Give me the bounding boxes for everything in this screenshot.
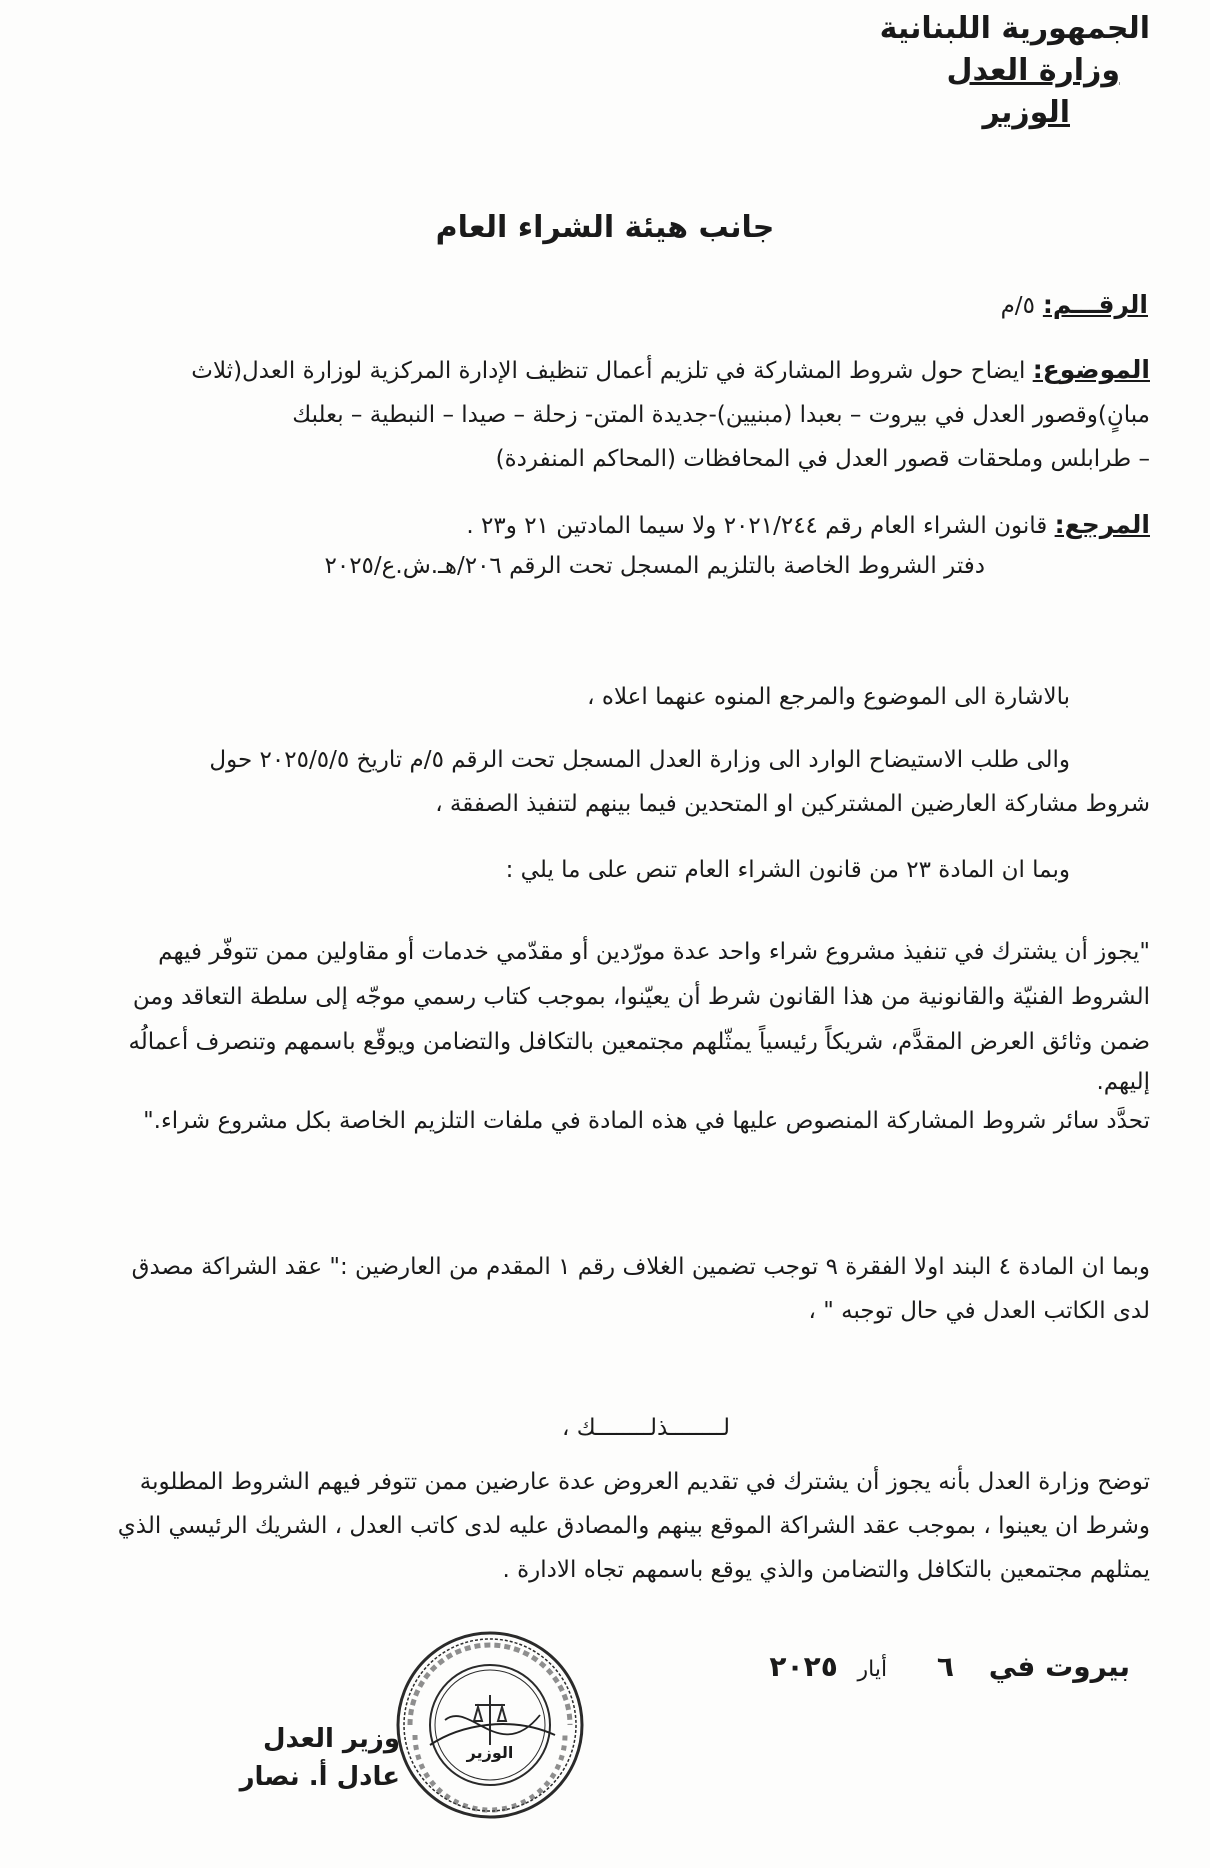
request-paragraph bbox=[50, 738, 1150, 826]
republic-name: الجمهورية اللبنانية bbox=[879, 11, 1150, 46]
conclusion-line-3: يمثلهم مجتمعين بالتكافل والتضامن والذي يوقع باسمهم تجاه الادارة . bbox=[502, 1557, 1150, 1583]
letterhead bbox=[850, 8, 1150, 134]
quote-line-5: تحدَّد سائر شروط المشاركة المنصوص عليها في هذه المادة في ملفات التلزيم الخاصة بكل مشروع شراء." bbox=[143, 1108, 1150, 1134]
reference-block bbox=[40, 505, 1150, 586]
official-seal bbox=[390, 1625, 590, 1825]
article-intro: وبما ان المادة ٢٣ من قانون الشراء العام تنص على ما يلي : bbox=[505, 857, 1070, 883]
signatory-name: عادل أ. نصار bbox=[239, 1762, 400, 1792]
subject-line-1: ايضاح حول شروط المشاركة في تلزيم أعمال تنظيف الإدارة المركزية لوزارة العدل(ثلاث bbox=[191, 358, 1026, 384]
date-line bbox=[530, 1650, 1130, 1683]
quote-line-1: "يجوز أن يشترك في تنفيذ مشروع شراء واحد عدة مورّدين أو مقدّمي خدمات أو مقاولين ممن تتوفّر فيهم bbox=[158, 939, 1150, 965]
reference-label: المرجع: bbox=[1054, 510, 1150, 539]
article-quote bbox=[40, 930, 1150, 1144]
article4-line-1: وبما ان المادة ٤ البند اولا الفقرة ٩ توجب تضمين الغلاف رقم ١ المقدم من العارضين :" عقد الشراكة مصدق bbox=[131, 1254, 1150, 1280]
signatory-title: وزير العدل bbox=[262, 1724, 400, 1754]
date-month: أيار bbox=[857, 1657, 888, 1682]
number-value: ٥/م bbox=[1000, 293, 1035, 319]
date-day: ٦ bbox=[936, 1650, 954, 1683]
ministry-name: وزارة العدل bbox=[946, 53, 1120, 88]
office-name: الوزير bbox=[982, 95, 1070, 130]
quote-line-4: إليهم. bbox=[1096, 1069, 1150, 1095]
conclusion-line-1: توضح وزارة العدل بأنه يجوز أن يشترك في تقديم العروض عدة عارضين ممن تتوفر فيهم الشروط المطلوبة bbox=[139, 1469, 1150, 1495]
subject-label: الموضوع: bbox=[1032, 355, 1150, 384]
request-line-2: شروط مشاركة العارضين المشتركين او المتحدين فيما بينهم لتنفيذ الصفقة ، bbox=[435, 791, 1150, 817]
number-label: الرقـــم: bbox=[1042, 290, 1148, 319]
subject-line-2: مبانٍ)وقصور العدل في بيروت – بعبدا (مبنيين)-جديدة المتن- زحلة – صيدا – النبطية – بعلبك bbox=[292, 402, 1150, 428]
reference-line-1: قانون الشراء العام رقم ٢٠٢١/٢٤٤ ولا سيما المادتين ٢١ و٢٣ . bbox=[466, 513, 1048, 539]
therefore-heading: لــــــــذلــــــــك ، bbox=[561, 1415, 730, 1441]
request-line-1: والى طلب الاستيضاح الوارد الى وزارة العدل المسجل تحت الرقم ٥/م تاريخ ٢٠٢٥/٥/٥ حول bbox=[209, 747, 1070, 773]
article4-paragraph bbox=[40, 1245, 1150, 1333]
seal-graphic bbox=[390, 1625, 590, 1825]
date-year: ٢٠٢٥ bbox=[769, 1650, 838, 1683]
date-prefix: بيروت في bbox=[988, 1650, 1130, 1683]
seal-text: الوزير bbox=[466, 1743, 514, 1762]
quote-line-3: ضمن وثائق العرض المقدَّم، شريكاً رئيسياً يمثّلهم مجتمعين بالتكافل والتضامن ويوقّع باسمهم وتنصرف أعمالُه bbox=[128, 1029, 1150, 1055]
subject-block bbox=[40, 348, 1150, 481]
conclusion-paragraph bbox=[40, 1460, 1150, 1592]
signature-block bbox=[200, 1720, 400, 1796]
quote-line-2: الشروط الفنيّة والقانونية من هذا القانون شرط أن يعيّنوا، بموجب كتاب رسمي موجّه إلى سلطة التعاقد ومن bbox=[132, 984, 1150, 1010]
subject-line-3: – طرابلس وملحقات قصور العدل في المحافظات (المحاكم المنفردة) bbox=[495, 446, 1150, 472]
number-row bbox=[648, 290, 1148, 319]
article4-line-2: لدى الكاتب العدل في حال توجبه " ، bbox=[808, 1298, 1150, 1324]
reference-line-2: دفتر الشروط الخاصة بالتلزيم المسجل تحت الرقم ٢٠٦/هـ.ش.ع/٢٠٢٥ bbox=[324, 553, 985, 579]
addressee: جانب هيئة الشراء العام bbox=[435, 210, 775, 245]
conclusion-line-2: وشرط ان يعينوا ، بموجب عقد الشراكة الموقع بينهم والمصادق عليه لدى كاتب العدل ، الشريك الرئيسي الذي bbox=[117, 1513, 1150, 1539]
intro-paragraph: بالاشارة الى الموضوع والمرجع المنوه عنهما اعلاه ، bbox=[587, 684, 1070, 710]
